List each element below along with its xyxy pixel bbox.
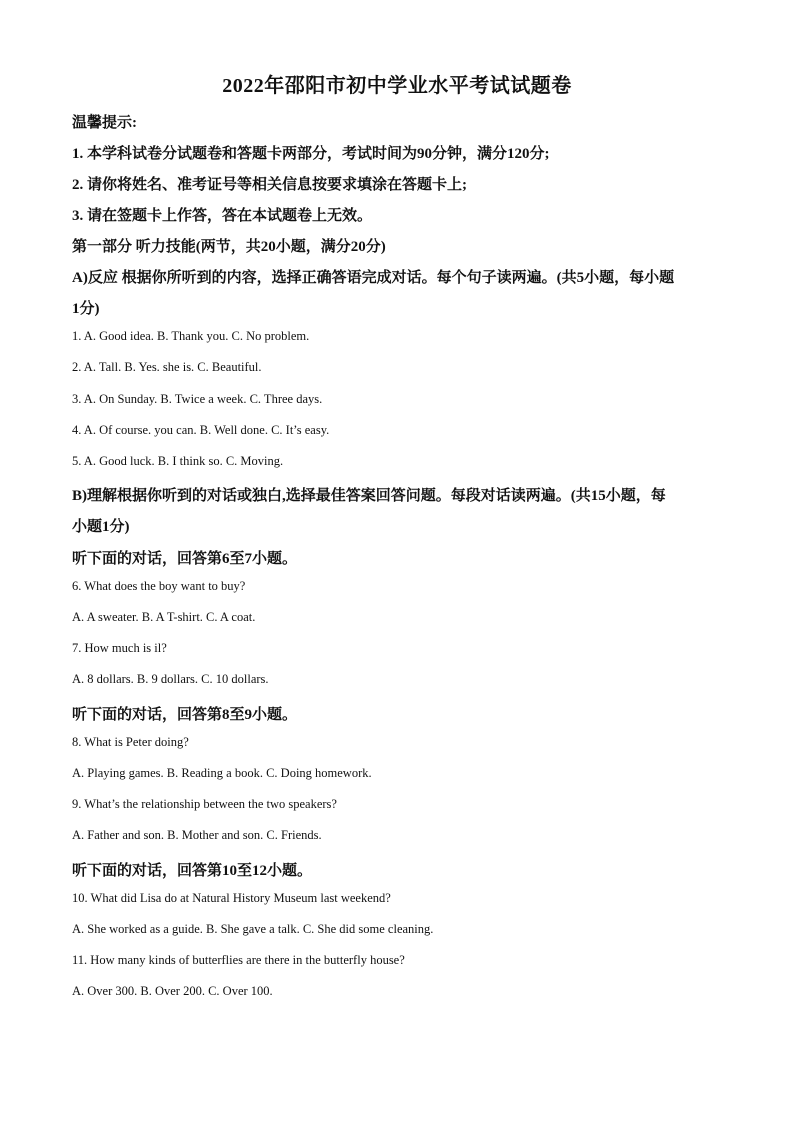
question-5: 5. A. Good luck. B. I think so. C. Moving. bbox=[72, 454, 284, 468]
question-4: 4. A. Of course. you can. B. Well done. C. It’s easy. bbox=[72, 423, 330, 437]
question-11-options: A. Over 300. B. Over 200. C. Over 100. bbox=[72, 984, 273, 998]
question-7-options: A. 8 dollars. B. 9 dollars. C. 10 dollars. bbox=[72, 672, 269, 686]
section-b-instruction-line2: 小题1分) bbox=[72, 519, 130, 535]
section-b-instruction-line1: B)理解根据你听到的对话或独白,选择最佳答案回答问题。每段对话读两遍。(共15小题，每 bbox=[72, 488, 666, 504]
section-a-instruction-line2: 1分) bbox=[72, 301, 100, 317]
question-6: 6. What does the boy want to buy? bbox=[72, 579, 246, 593]
question-2: 2. A. Tall. B. Yes. she is. C. Beautiful. bbox=[72, 360, 262, 374]
question-6-options: A. A sweater. B. A T-shirt. C. A coat. bbox=[72, 610, 256, 624]
part1-heading: 第一部分 听力技能(两节，共20小题，满分20分) bbox=[72, 239, 386, 255]
question-3: 3. A. On Sunday. B. Twice a week. C. Three days. bbox=[72, 392, 323, 406]
tip-item-1: 1. 本学科试卷分试题卷和答题卡两部分，考试时间为90分钟，满分120分; bbox=[72, 146, 550, 162]
group-heading-8-9: 听下面的对话，回答第8至9小题。 bbox=[72, 707, 298, 723]
question-7: 7. How much is il? bbox=[72, 641, 167, 655]
question-10-options: A. She worked as a guide. B. She gave a talk. C. She did some cleaning. bbox=[72, 922, 434, 936]
question-10: 10. What did Lisa do at Natural History Museum last weekend? bbox=[72, 891, 391, 905]
question-8: 8. What is Peter doing? bbox=[72, 735, 189, 749]
page-title: 2022年邵阳市初中学业水平考试试题卷 bbox=[222, 75, 572, 97]
group-heading-6-7: 听下面的对话，回答第6至7小题。 bbox=[72, 551, 298, 567]
section-a-instruction-line1: A)反应 根据你所听到的内容，选择正确答语完成对话。每个句子读两遍。(共5小题，每小题 bbox=[72, 270, 675, 286]
question-8-options: A. Playing games. B. Reading a book. C. Doing homework. bbox=[72, 766, 372, 780]
group-heading-10-12: 听下面的对话，回答第10至12小题。 bbox=[72, 863, 313, 879]
tip-item-3: 3. 请在签题卡上作答，答在本试题卷上无效。 bbox=[72, 208, 373, 224]
question-1: 1. A. Good idea. B. Thank you. C. No problem. bbox=[72, 329, 310, 343]
question-9-options: A. Father and son. B. Mother and son. C. Friends. bbox=[72, 828, 322, 842]
tip-item-2: 2. 请你将姓名、准考证号等相关信息按要求填涂在答题卡上; bbox=[72, 177, 467, 193]
tips-heading: 温馨提示: bbox=[72, 115, 137, 131]
question-11: 11. How many kinds of butterflies are there in the butterfly house? bbox=[72, 953, 405, 967]
question-9: 9. What’s the relationship between the two speakers? bbox=[72, 797, 337, 811]
